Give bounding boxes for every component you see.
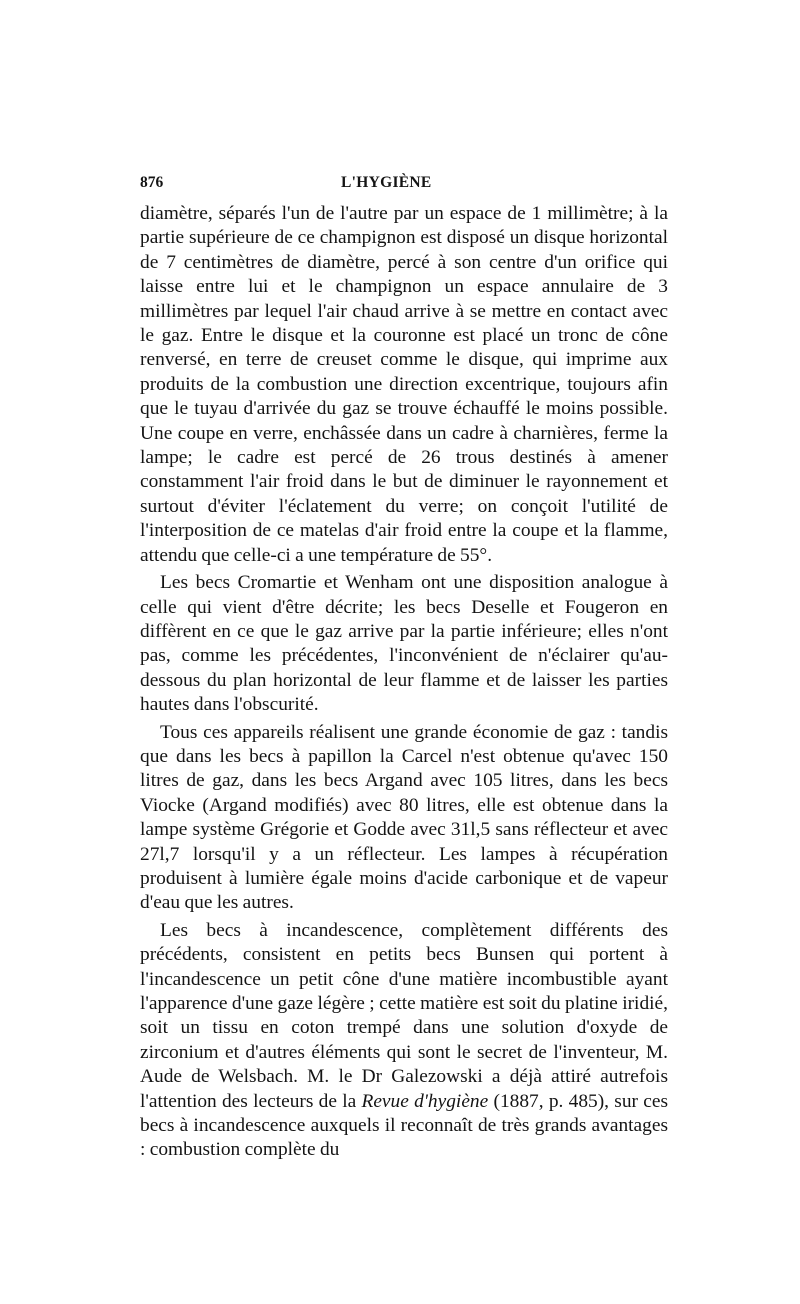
book-page — [140, 174, 668, 1163]
paragraph-2: Les becs Cromartie et Wenham ont une disposition analogue à celle qui vient d'être décrite; les becs Deselle et Fougeron en diffèrent en ce que le gaz arrive par la partie inférieure; elles n'ont pas, comme les précédentes, l'inconvénient de n'éclairer qu'au-dessous du plan horizontal de leur flamme et de laisser les parties hautes dans l'obscurité. — [140, 572, 668, 716]
paragraph-1: diamètre, séparés l'un de l'autre par un espace de 1 millimètre; à la partie supérieure de ce champignon est disposé un disque horizontal de 7 centimètres de diamètre, percé à son centre d'un orifice qui laisse entre lui et le champignon un espace annulaire de 3 millimètres par lequel l'air chaud arrive à se mettre en contact avec le gaz. Entre le disque et la couronne est placé un tronc de cône renversé, en terre de creuset comme le disque, qui imprime aux produits de la combustion une direction excentrique, toujours afin que le tuyau d'arrivée du gaz se trouve échauffé le moins possible. Une coupe en verre, enchâssée dans un cadre à charnières, ferme la lampe; le cadre est percé de 26 trous destinés à amener constamment l'air froid dans le but de diminuer le rayonnement et surtout d'éviter l'éclatement du verre; on conçoit l'utilité de l'interposition de ce matelas d'air froid entre la coupe et la flamme, attendu que celle-ci a une température de 55°. — [140, 203, 668, 566]
paragraph-4-text-b: (1887, p. 485), sur ces becs à incandescence auxquels il reconnaît de très grands avantages : combustion complète du — [140, 1090, 669, 1161]
running-title: L'HYGIÈNE — [341, 174, 432, 191]
paragraph-4-text-a: Les becs à incandescence, complètement différents des précédents, consistent en petits becs Bunsen qui portent à l'incandescence un petit cône d'une matière incombustible ayant l'apparence d'une gaze légère ; cette matière est soit du platine iridié, soit un tissu en coton trempé dans une solution d'oxyde de zirconium et d'autres éléments qui sont le secret de l'inventeur, M. Aude de Welsbach. M. le Dr Galezowski a déjà attiré autrefois l'attention des lecteurs de la — [140, 919, 668, 1112]
body-text — [140, 202, 668, 1163]
running-head — [140, 174, 668, 198]
paragraph-4 — [140, 919, 668, 1163]
page-number: 876 — [140, 174, 164, 191]
paragraph-3: Tous ces appareils réalisent une grande économie de gaz : tandis que dans les becs à papillon la Carcel n'est obtenue qu'avec 150 litres de gaz, dans les becs Argand avec 105 litres, dans les becs Viocke (Argand modifiés) avec 80 litres, elle est obtenue dans la lampe système Grégorie et Godde avec 31l,5 sans réflecteur et avec 27l,7 lorsqu'il y a un réflecteur. Les lampes à récupération produisent à lumière égale moins d'acide carbonique et de vapeur d'eau que les autres. — [140, 721, 668, 914]
journal-title: Revue d'hygiène — [361, 1090, 489, 1112]
